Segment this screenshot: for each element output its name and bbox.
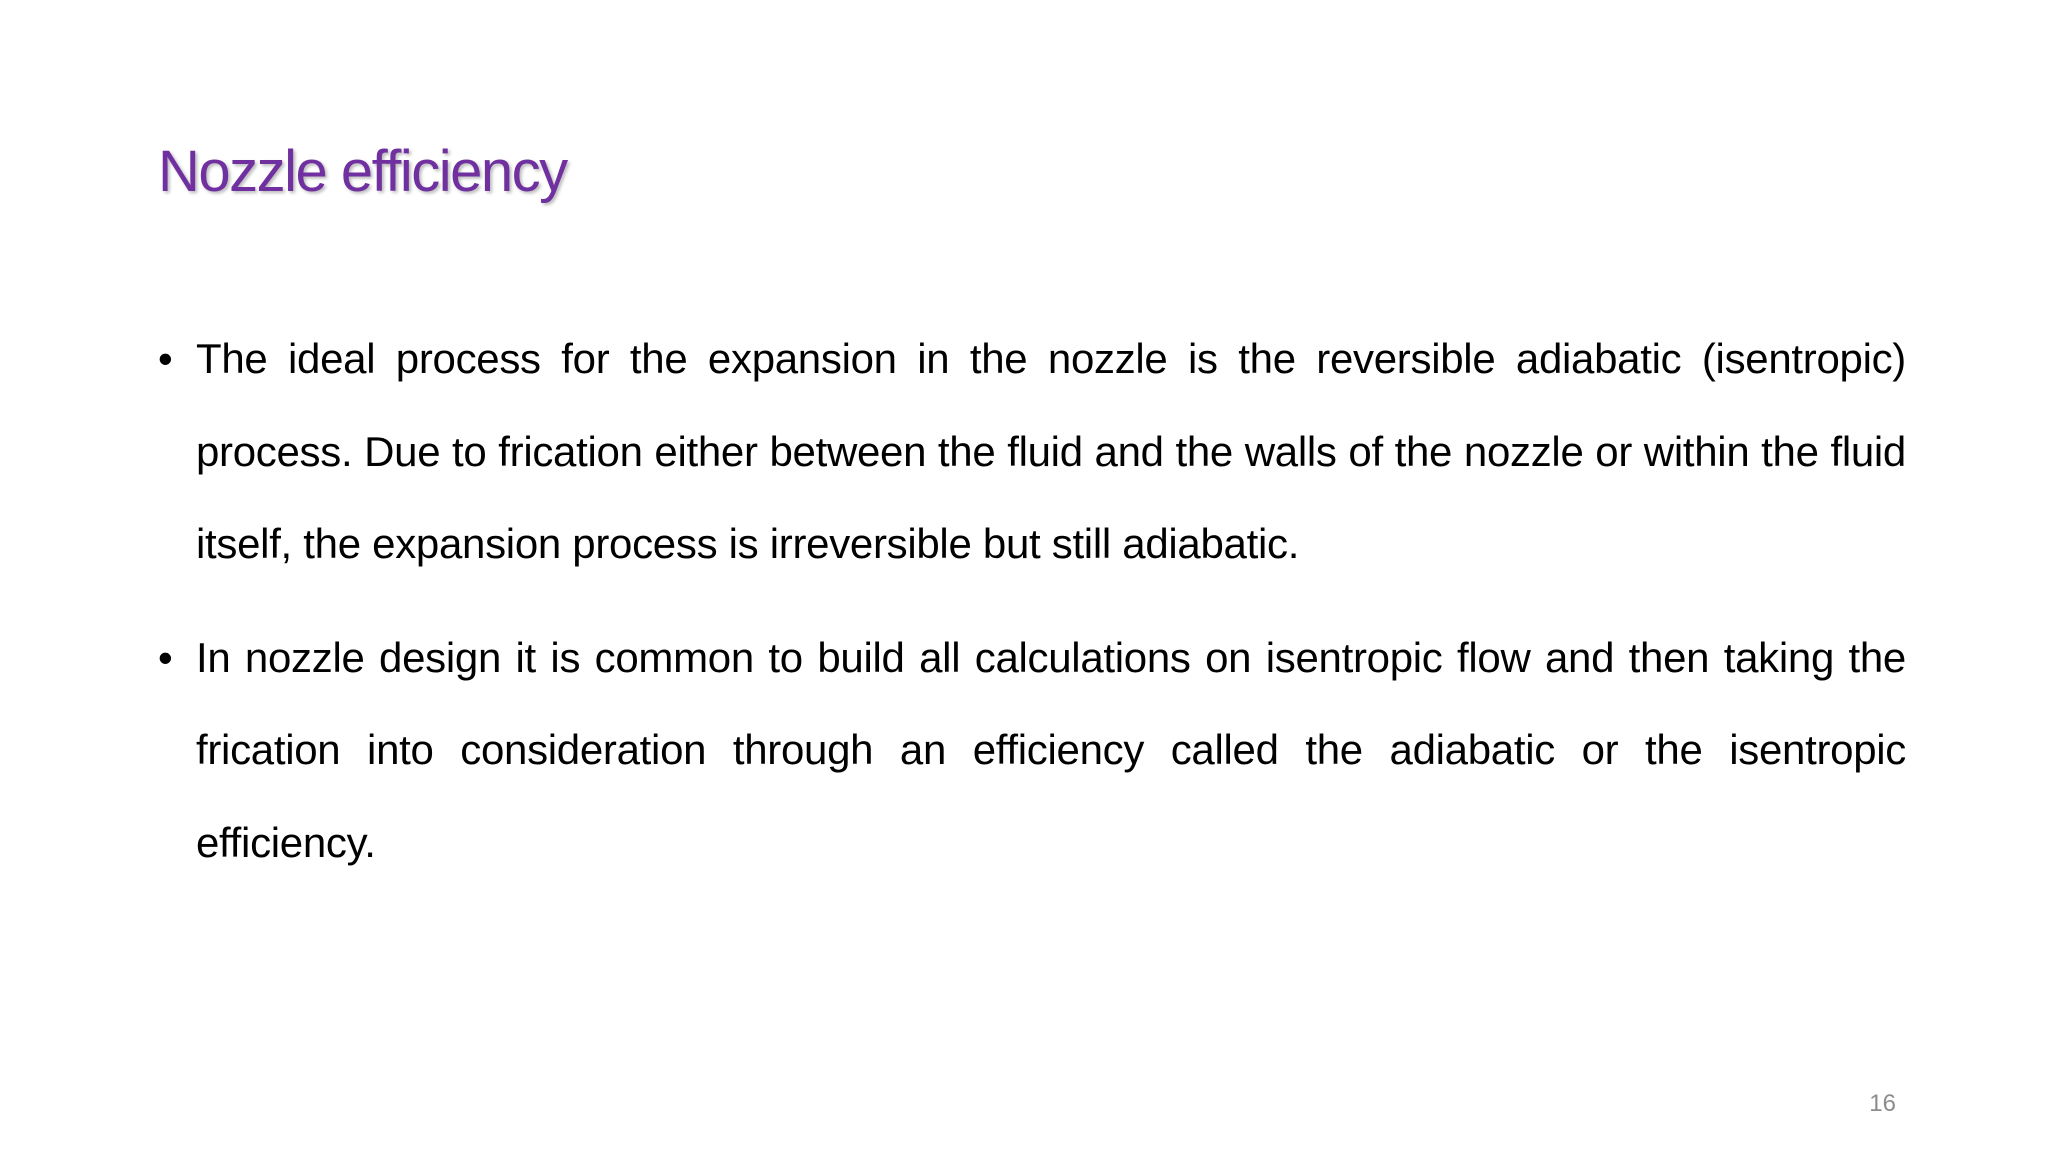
bullet-text: The ideal process for the expansion in the nozzle is the reversible adiabatic (isentropic) process. Due to frication either between the fluid and the walls of the nozzle or within the fluid itself, the expansion process is irreversible but still adiabatic. bbox=[196, 335, 1906, 567]
bullet-dot-icon: • bbox=[158, 335, 173, 382]
slide-title: Nozzle efficiency bbox=[158, 139, 567, 204]
page-number: 16 bbox=[1869, 1090, 1896, 1117]
bullet-dot-icon: • bbox=[158, 633, 173, 681]
bullet-item bbox=[158, 612, 1906, 890]
bullet-list bbox=[158, 313, 1906, 889]
bullet-text: In nozzle design it is common to build all calculations on isentropic flow and then taking the frication into consideration through an efficiency called the adiabatic or the isentropic efficiency. bbox=[196, 633, 1906, 866]
bullet-item bbox=[158, 313, 1906, 591]
